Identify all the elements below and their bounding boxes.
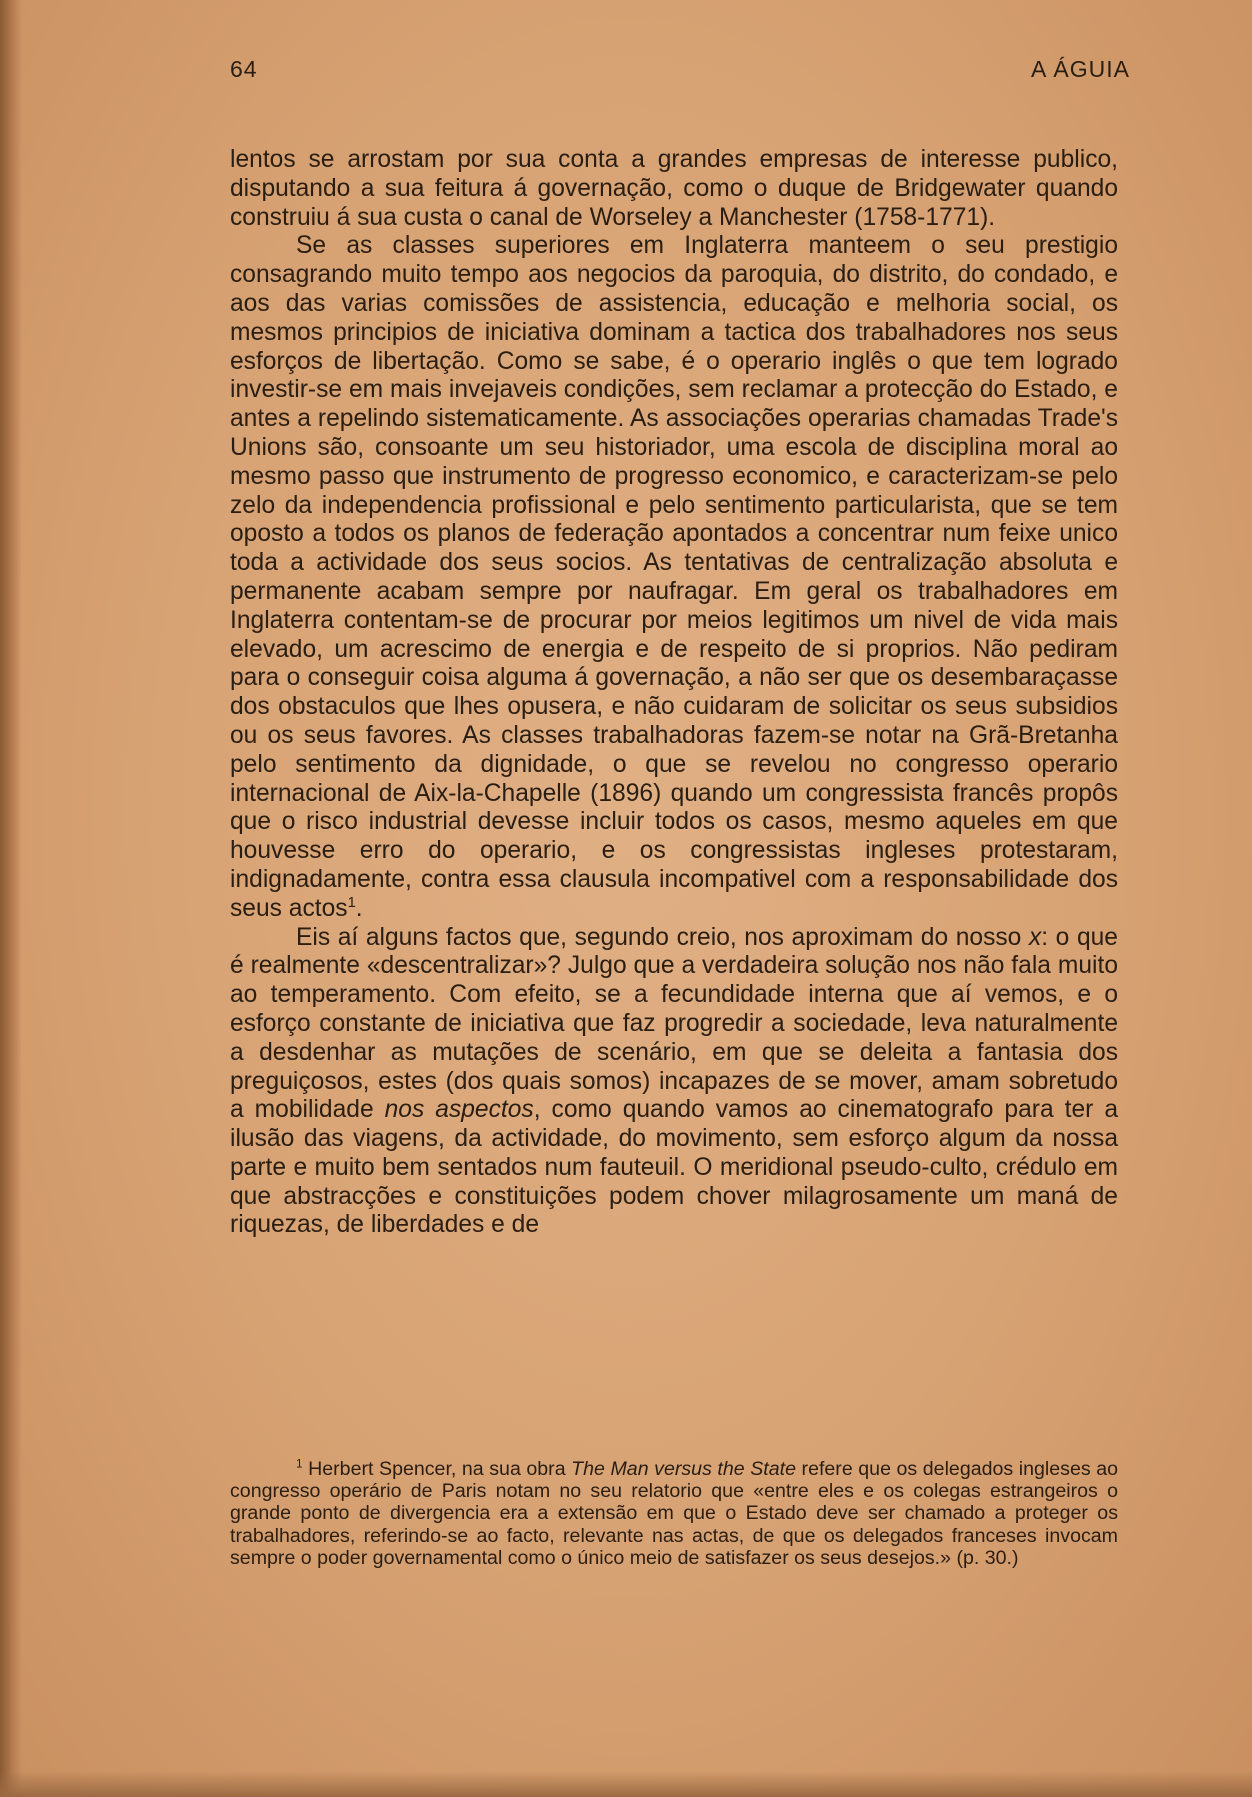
footnote-reference: 1 [347,894,356,911]
paragraph-2-end: . [355,894,363,922]
footnote-marker: 1 [296,1457,303,1471]
paragraph-3-text-a: Eis aí alguns factos que, segundo creio, nos aproximam do nosso [296,923,1029,951]
italic-phrase: nos aspectos [384,1096,534,1124]
paragraph-2 [230,232,1118,923]
paragraph-3 [230,924,1118,1241]
footnote-text-b: refere que os delegados ingleses ao congresso operário de Paris notam no seu relatorio que «entre eles e os colegas estrangeiros o grande ponto de divergencia era a extensão em que o Estado deve ser chamado a proteger os trabalhadores, referindo-se ao facto, relevante nas actas, de que os delegados franceses invocam sempre o poder governamental como o único meio de satisfazer os seus desejos.» (p. 30.) [230,1458,1118,1569]
paragraph-1: lentos se arrostam por sua conta a grandes empresas de interesse publico, disputando a sua feitura á governação, como o duque de Bridgewater quando construiu á sua custa o canal de Worseley a Manchester (1758-1771). [230,146,1118,231]
page-number: 64 [230,56,258,82]
paragraph-3-text-c: , como quando vamos ao cinematografo para ter a ilusão das viagens, da actividade, do movimento, sem esforço algum da nossa parte e muito bem sentados num fauteuil. O meridional pseudo-culto, crédulo em que abstracções e constituições podem chover milagrosamente um maná de riquezas, de liberdades e de [230,1096,1118,1239]
page-header [230,56,1130,96]
footnote-book-title: The Man versus the State [571,1458,796,1480]
page-bottom-shadow [0,1771,1252,1797]
footnote [230,1458,1118,1569]
main-text [230,146,1118,1240]
page-edge-shadow [0,0,22,1797]
paragraph-2-text: Se as classes superiores em Inglaterra manteem o seu prestigio consagrando muito tempo aos negocios da paroquia, do distrito, do condado, e aos das varias comissões de assistencia, educação e melhoria social, os mesmos principios de iniciativa dominam a tactica dos trabalhadores nos seus esforços de libertação. Como se sabe, é o operario inglês o que tem logrado investir-se em mais invejaveis condições, sem reclamar a protecção do Estado, e antes a repelindo sistematicamente. As associações operarias chamadas Trade's Unions são, consoante um seu historiador, uma escola de disciplina moral ao mesmo passo que instrumento de progresso economico, e caracterizam-se pelo zelo da independencia profissional e pelo sentimento particularista, que se tem oposto a todos os planos de federação apontados a concentrar num feixe unico toda a actividade dos seus socios. As tentativas de centralização absoluta e permanente acabam sempre por naufragar. Em geral os trabalhadores em Inglaterra contentam-se de procurar por meios legitimos um nivel de vida mais elevado, um acrescimo de energia e de respeito de si proprios. Não pediram para o conseguir coisa alguma á governação, a não ser que os desembaraçasse dos obstaculos que lhes opusera, e não cuidaram de solicitar os seus subsidios ou os seus favores. As classes trabalhadoras fazem-se notar na Grã-Bretanha pelo sentimento da dignidade, o que se revelou no congresso operario internacional de Aix-la-Chapelle (1896) quando um congressista francês propôs que o risco industrial devesse incluir todos os casos, mesmo aqueles em que houvesse erro do operario, e os congressistas ingleses protestaram, indignadamente, contra essa clausula incompativel com a responsabilidade dos seus actos [230,232,1118,922]
variable-x: x [1028,923,1042,951]
footnote-paragraph [230,1458,1118,1569]
footnote-text-a: Herbert Spencer, na sua obra [308,1458,572,1480]
paragraph-3-text-b: : o que é realmente «descentralizar»? Julgo que a verdadeira solução nos não fala muito ao temperamento. Com efeito, se a fecundidade interna que aí vemos, e o esforço constante de iniciativa que faz progredir a sociedade, leva naturalmente a desdenhar as mutações de scenário, em que se deleita a fantasia dos preguiçosos, estes (dos quais somos) incapazes de se mover, amam sobretudo a mobilidade [230,923,1118,1124]
running-title: A ÁGUIA [1030,56,1130,82]
